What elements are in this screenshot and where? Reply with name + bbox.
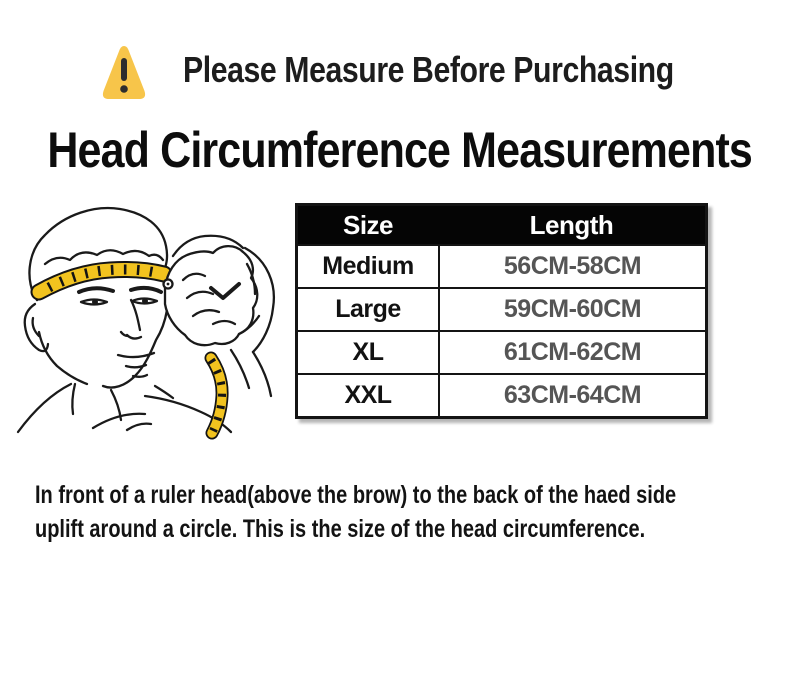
instructions-line-1: In front of a ruler head(above the brow) to the back of the haed side (35, 481, 677, 509)
column-header-length: Length (529, 209, 614, 240)
table-row (298, 330, 705, 373)
size-cell: Large (298, 289, 440, 330)
warning-text: Please Measure Before Purchasing (183, 49, 674, 90)
warning-triangle-icon (101, 43, 147, 101)
size-cell: Medium (298, 246, 440, 287)
column-header-size: Size (342, 209, 394, 240)
instructions-line-2: uplift around a circle. This is the size of the head circumference. (35, 515, 646, 543)
page-title-row (0, 122, 800, 178)
page-title: Head Circumference Measurements (47, 122, 753, 178)
head-measuring-illustration (15, 200, 300, 445)
size-cell: XXL (298, 375, 440, 416)
ear (25, 304, 48, 351)
size-table-header (298, 206, 705, 244)
size-table (295, 203, 708, 419)
length-cell: 61CM-62CM (503, 338, 642, 366)
tape-measure-dangle (211, 358, 222, 433)
table-row (298, 244, 705, 287)
table-row (298, 287, 705, 330)
length-cell: 56CM-58CM (503, 252, 642, 280)
size-cell: XL (298, 332, 440, 373)
length-cell: 59CM-60CM (503, 295, 642, 323)
measuring-instructions (35, 478, 800, 546)
length-cell: 63CM-64CM (503, 381, 642, 409)
table-row (298, 373, 705, 416)
